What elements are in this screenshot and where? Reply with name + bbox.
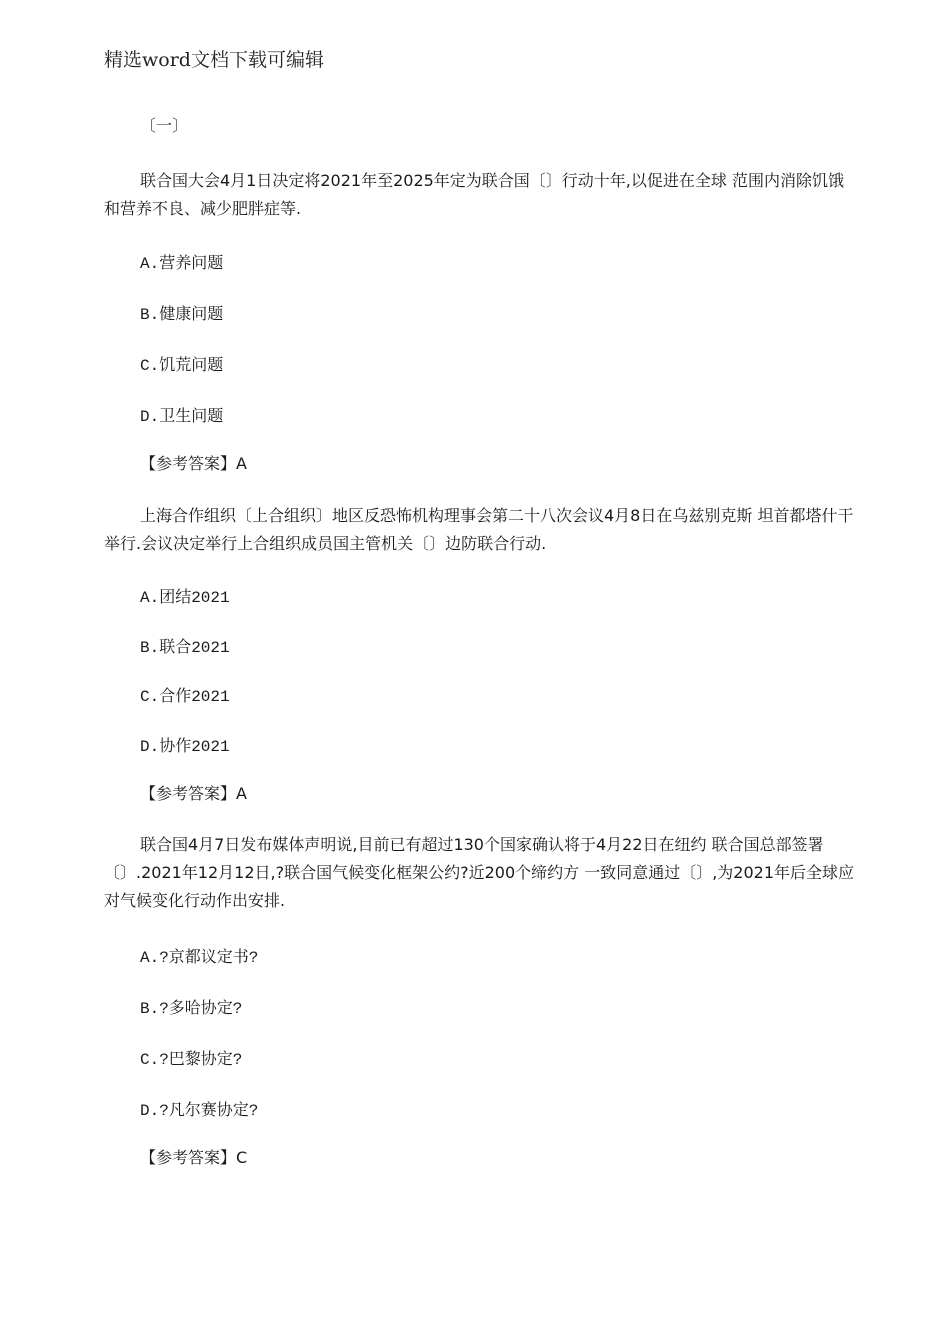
question-stem: 联合国4月7日发布媒体声明说,目前已有超过130个国家确认将于4月22日在纽约 联合国总部签署〔〕.2021年12月12日,?联合国气候变化框架公约?近200个缔约方 一致同意通过〔〕,为2021年后全球应对气候变化行动作出安排.: [104, 835, 855, 910]
reference-answer: 【参考答案】A: [140, 784, 247, 803]
section-title: 〔一〕: [140, 116, 189, 135]
page-header: 精选word文档下载可编辑: [104, 49, 324, 71]
reference-answer: 【参考答案】A: [140, 454, 247, 473]
option-a: A.团结2021: [140, 589, 230, 607]
option-a: A.营养问题: [140, 255, 224, 273]
reference-answer: 【参考答案】C: [140, 1148, 248, 1167]
option-d: D.协作2021: [140, 738, 230, 756]
option-c: C.合作2021: [140, 688, 230, 706]
question-stem: 联合国大会4月1日决定将2021年至2025年定为联合国〔〕行动十年,以促进在全球 范围内消除饥饿和营养不良、减少肥胖症等.: [104, 171, 844, 218]
option-c: C.?巴黎协定?: [140, 1051, 243, 1069]
option-d: D.卫生问题: [140, 408, 224, 426]
option-b: B.联合2021: [140, 639, 230, 657]
option-b: B.?多哈协定?: [140, 1000, 243, 1018]
option-d: D.?凡尔赛协定?: [140, 1102, 259, 1120]
question-stem: 上海合作组织〔上合组织〕地区反恐怖机构理事会第二十八次会议4月8日在乌兹别克斯 坦首都塔什干举行.会议决定举行上合组织成员国主管机关〔〕边防联合行动.: [104, 506, 854, 553]
option-c: C.饥荒问题: [140, 357, 224, 375]
option-a: A.?京都议定书?: [140, 949, 259, 967]
option-b: B.健康问题: [140, 306, 224, 324]
